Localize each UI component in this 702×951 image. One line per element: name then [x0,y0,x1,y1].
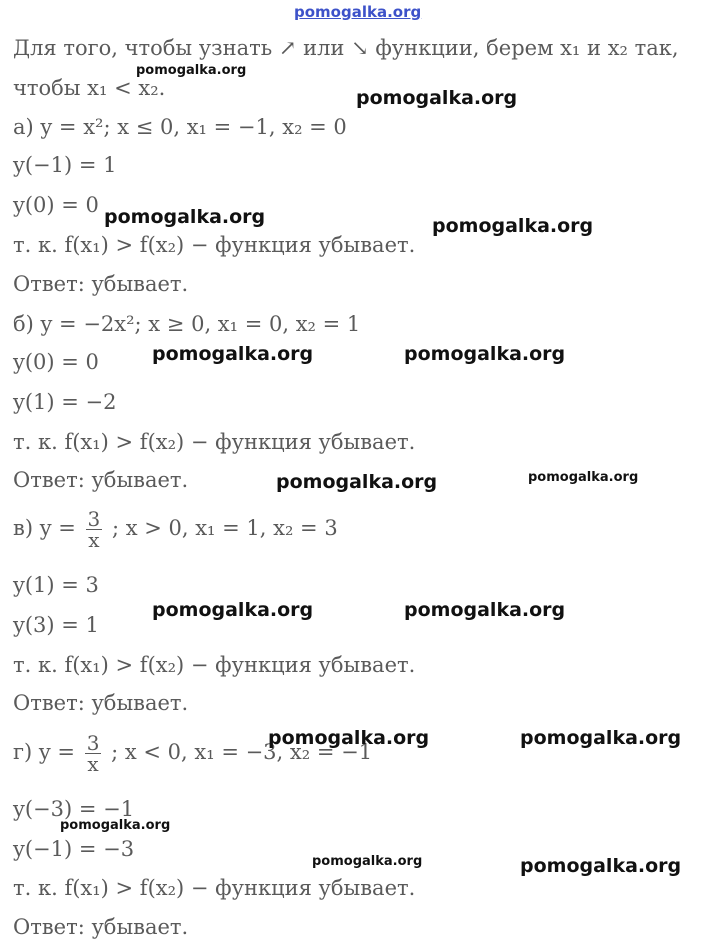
intro-line-2: чтобы x₁ < x₂. [13,76,166,100]
watermark: pomogalka.org [60,818,171,833]
section-c-line-2: y(3) = 1 [13,613,99,637]
watermark: pomogalka.org [136,63,247,78]
section-b-header: б) y = −2x²; x ≥ 0, x₁ = 0, x₂ = 1 [13,312,361,336]
watermark: pomogalka.org [404,343,566,365]
section-a-conclusion: т. к. f(x₁) > f(x₂) − функция убывает. [13,233,416,257]
section-c-fraction [86,509,103,550]
section-c-conclusion: т. к. f(x₁) > f(x₂) − функция убывает. [13,653,416,677]
section-b-conclusion: т. к. f(x₁) > f(x₂) − функция убывает. [13,430,416,454]
section-c-header [13,506,338,550]
section-d-prefix: г) y = [13,740,76,764]
section-c-numerator: 3 [87,507,101,531]
section-d-line-2: y(−1) = −3 [13,837,135,861]
section-d-line-1: y(−3) = −1 [13,797,135,821]
section-d-numerator: 3 [86,731,100,755]
section-c-line-1: y(1) = 3 [13,573,99,597]
section-a-header: а) y = x²; x ≤ 0, x₁ = −1, x₂ = 0 [13,115,347,139]
section-a-answer: Ответ: убывает. [13,272,189,296]
watermark: pomogalka.org [528,470,639,485]
watermark: pomogalka.org [268,727,430,749]
watermark: pomogalka.org [520,855,682,877]
section-a-line-1: y(−1) = 1 [13,153,117,177]
section-c-suffix: ; x > 0, x₁ = 1, x₂ = 3 [111,516,338,540]
section-c-prefix: в) y = [13,516,76,540]
watermark: pomogalka.org [276,471,438,493]
section-b-answer: Ответ: убывает. [13,468,189,492]
watermark: pomogalka.org [312,854,423,869]
section-b-line-2: y(1) = −2 [13,390,117,414]
section-d-denominator: x [87,752,99,776]
section-d-answer: Ответ: убывает. [13,915,189,939]
section-d-suffix: ; x < 0, x₁ = −3, x₂ = −1 [111,740,373,764]
watermark: pomogalka.org [152,343,314,365]
watermark: pomogalka.org [152,599,314,621]
section-c-denominator: x [88,528,100,552]
watermark: pomogalka.org [404,599,566,621]
section-b-line-1: y(0) = 0 [13,350,99,374]
watermark: pomogalka.org [356,87,518,109]
section-d-fraction [85,733,102,774]
section-d-conclusion: т. к. f(x₁) > f(x₂) − функция убывает. [13,876,416,900]
watermark: pomogalka.org [432,215,594,237]
watermark: pomogalka.org [520,727,682,749]
section-c-answer: Ответ: убывает. [13,691,189,715]
watermark-top[interactable]: pomogalka.org [294,3,422,21]
section-a-line-2: y(0) = 0 [13,193,99,217]
intro-line-1: Для того, чтобы узнать ↗ или ↘ функции, берем x₁ и x₂ так, [13,36,679,60]
watermark: pomogalka.org [104,206,266,228]
